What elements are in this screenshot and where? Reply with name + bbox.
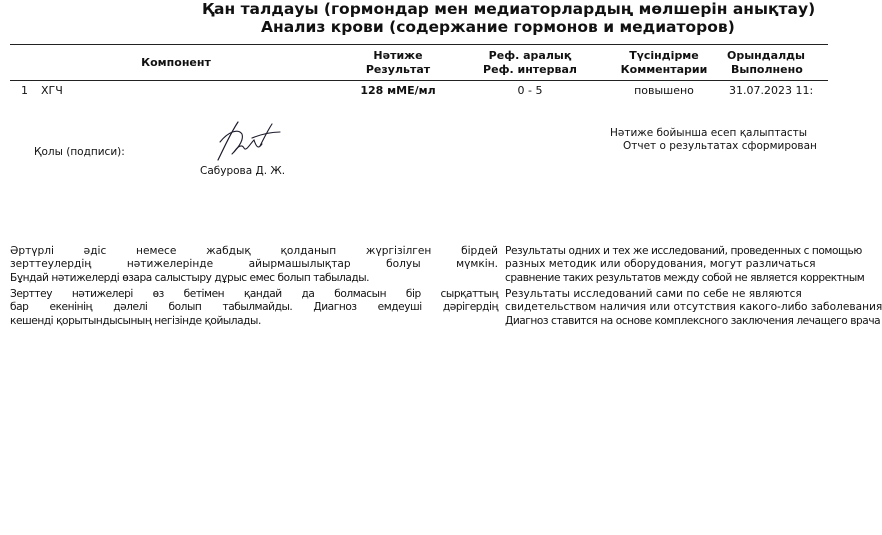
text-line: Диагноз ставится на основе комплексного заключения лечащего врача	[505, 314, 881, 327]
text-line: свидетельством наличия или отсутствия какого-либо заболевания	[505, 301, 882, 314]
text-line: зерттеулердің нәтижелерінде айырмашылықтар болуы мүмкін.	[10, 258, 498, 271]
text-line: Бұндай нәтижелерді өзара салыстыру дұрыс емес болып табылады.	[10, 271, 370, 284]
row-result: 128 мМЕ/мл	[360, 84, 436, 97]
header-comment-kz: Түсіндірме	[629, 49, 699, 62]
header-performed-kz: Орындалды	[727, 49, 805, 62]
disclaimer-ru-paragraph-1	[505, 245, 865, 285]
signer-name: Сабурова Д. Ж.	[200, 165, 286, 177]
header-comment-ru: Комментарии	[620, 63, 708, 76]
disclaimer-kz-paragraph-2	[10, 288, 498, 328]
table-top-rule	[10, 44, 828, 45]
text-line: бар екенінің дәлелі болып табылмайды. Диагноз емдеуші дәрігердің	[10, 301, 498, 314]
header-ref-kz: Реф. аралық	[488, 49, 572, 62]
text-line: Зерттеу нәтижелері өз бетімен қандай да болмасын бір сырқаттың	[10, 288, 498, 300]
report-generated-ru: Отчет о результатах сформирован	[623, 140, 817, 152]
row-comment: повышено	[634, 84, 694, 97]
row-component: ХГЧ	[41, 84, 63, 97]
row-number: 1	[21, 84, 28, 97]
report-generated-kz: Нәтиже бойынша есеп қалыптасты	[610, 127, 808, 139]
row-performed: 31.07.2023 11:	[729, 84, 814, 97]
header-ref-ru: Реф. интервал	[483, 63, 577, 76]
header-component: Компонент	[141, 56, 211, 69]
disclaimer-ru-paragraph-2	[505, 288, 882, 328]
report-title-kz: Қан талдауы (гормондар мен медиаторлардың мөлшерін анықтау)	[202, 0, 816, 18]
header-result-kz: Нәтиже	[373, 49, 423, 62]
signature-label: Қолы (подписи):	[34, 146, 125, 158]
text-line: кешенді қорытындысының негізінде қойылады.	[10, 314, 261, 327]
handwritten-signature	[208, 118, 284, 164]
report-title-ru: Анализ крови (содержание гормонов и медиаторов)	[261, 18, 735, 36]
row-ref-interval: 0 - 5	[517, 84, 543, 97]
text-line: сравнение таких результатов между собой не является корректным	[505, 271, 865, 284]
text-line: Результаты одних и тех же исследований, проведенных с помощью	[505, 245, 862, 257]
header-performed-ru: Выполнено	[731, 63, 803, 76]
disclaimer-kz-paragraph-1	[10, 245, 498, 285]
header-result-ru: Результат	[365, 63, 431, 76]
text-line: Әртүрлі әдіс немесе жабдық қолданып жүргізілген бірдей	[10, 245, 498, 257]
text-line: разных методик или оборудования, могут различаться	[505, 258, 816, 271]
table-header-bottom-rule	[10, 80, 828, 81]
text-line: Результаты исследований сами по себе не являются	[505, 288, 802, 300]
